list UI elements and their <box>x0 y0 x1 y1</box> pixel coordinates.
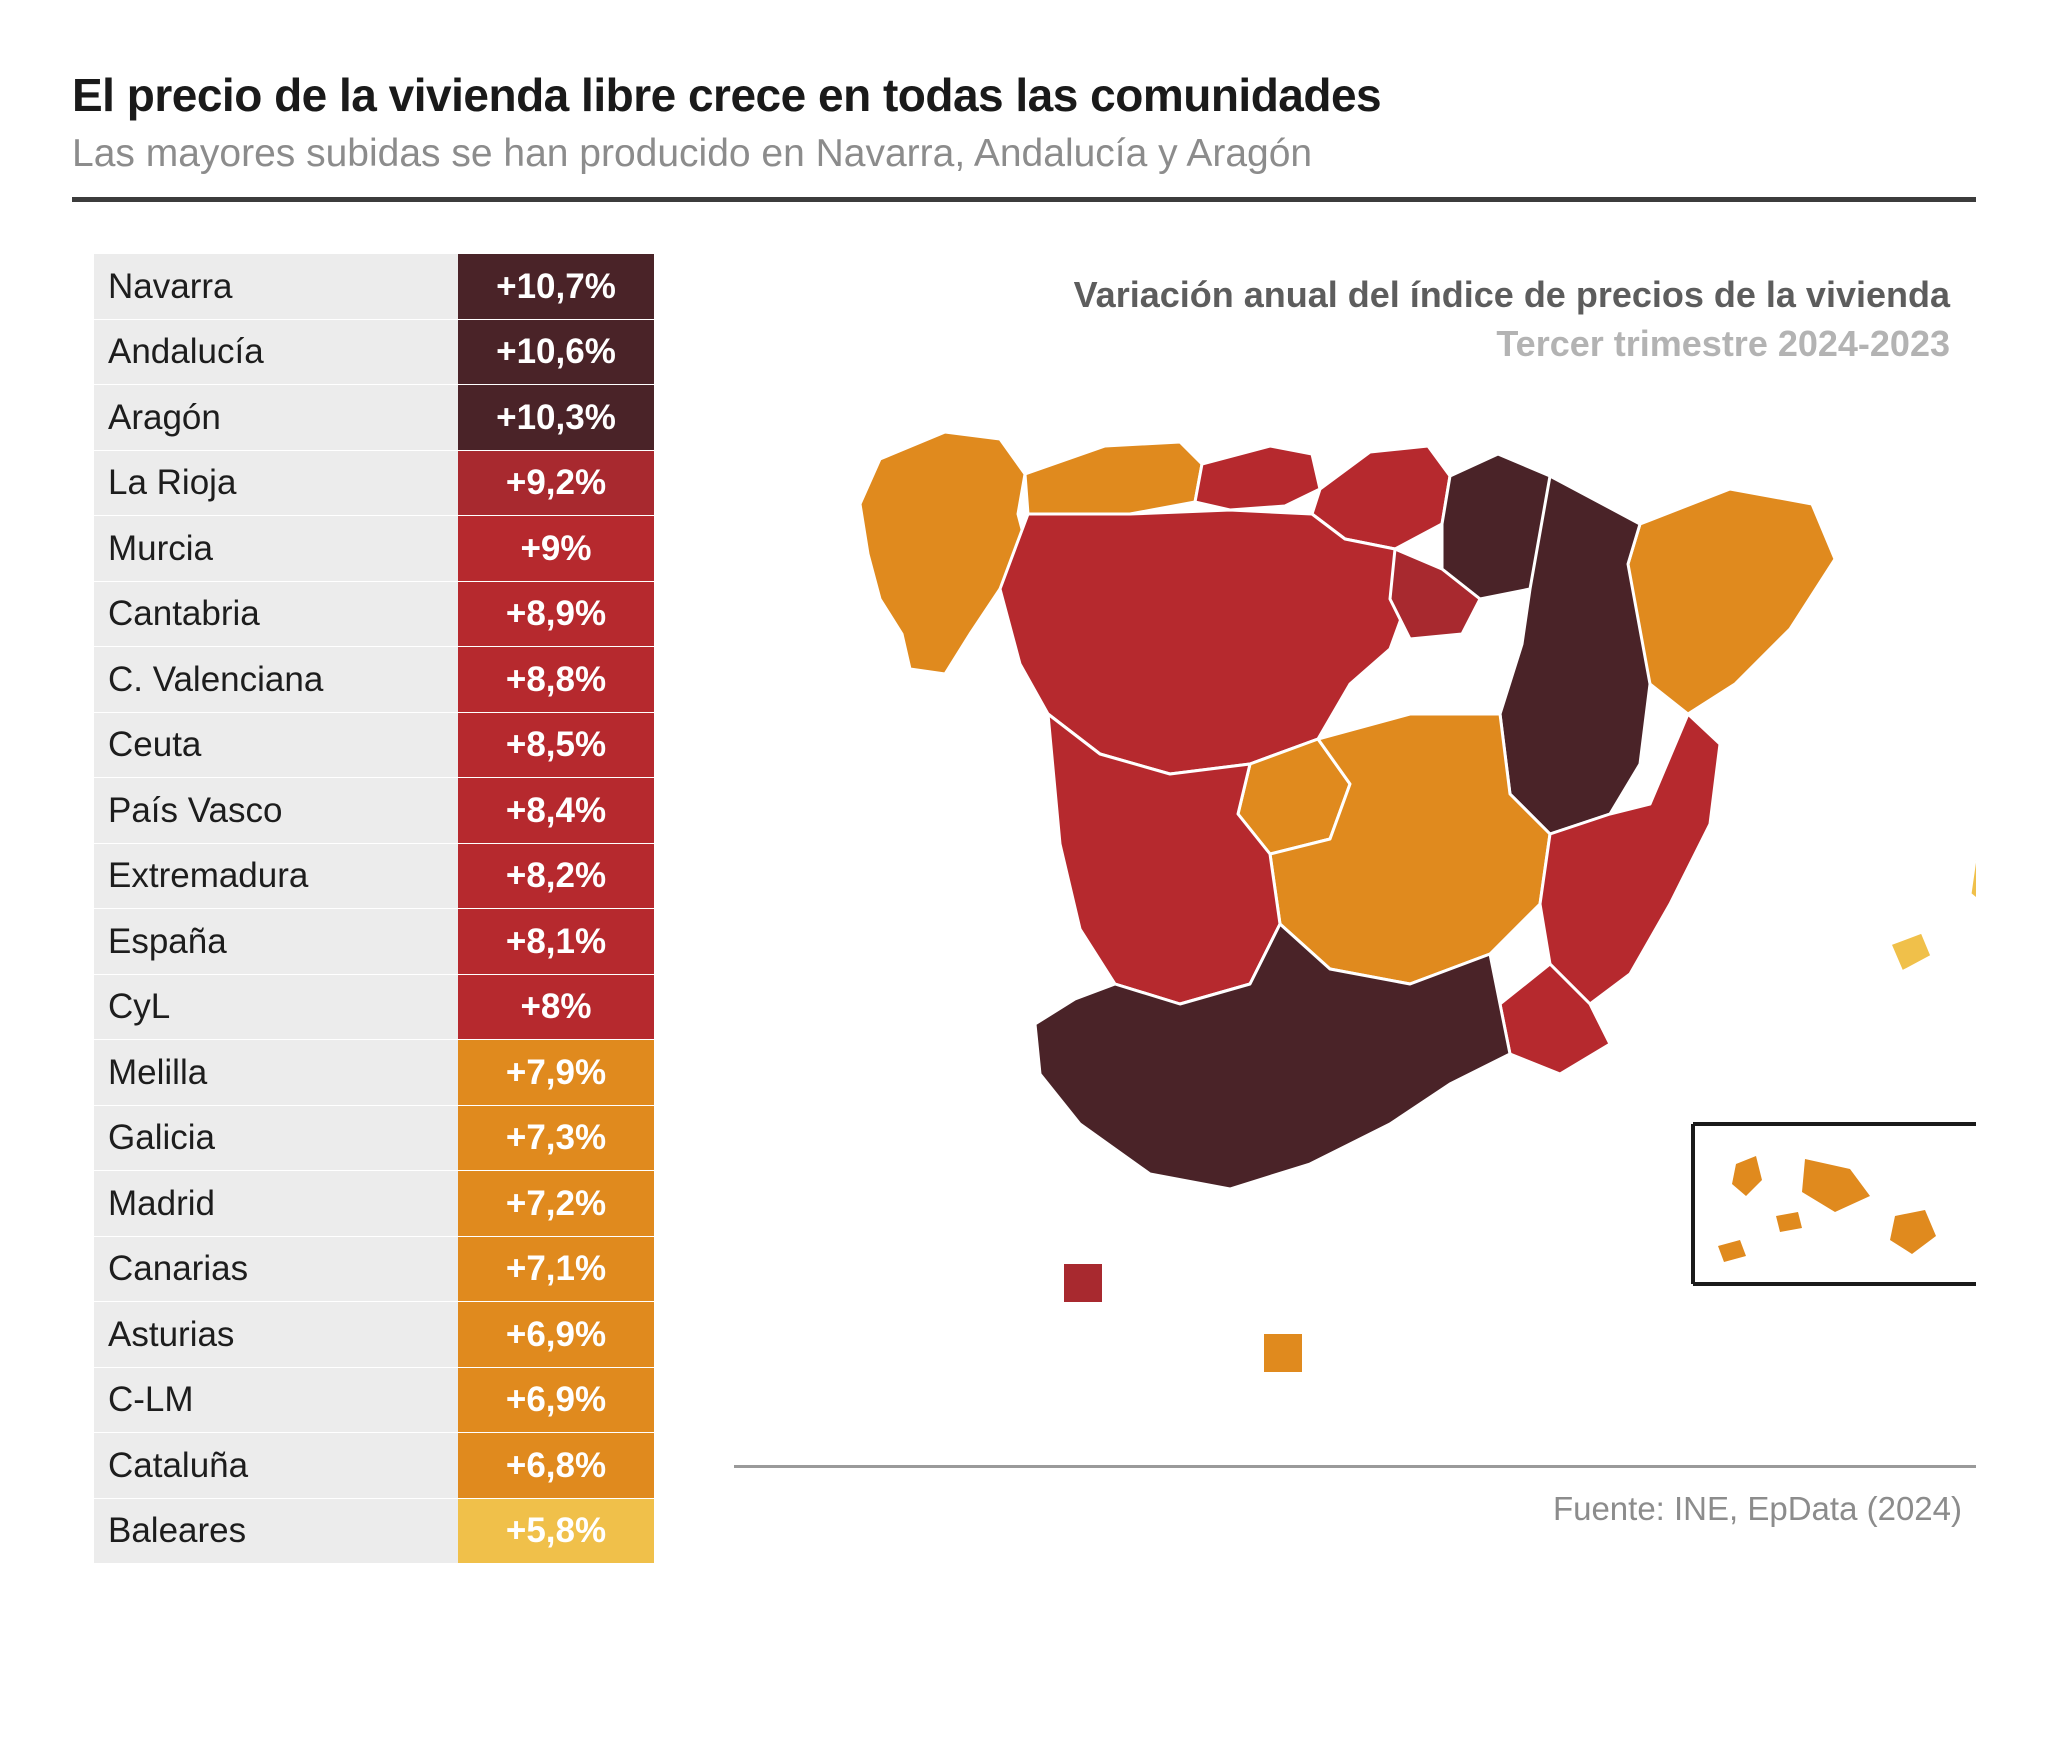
footer-divider <box>734 1465 1976 1468</box>
table-row <box>94 1302 654 1367</box>
region-label: Madrid <box>94 1171 458 1236</box>
region-label: CyL <box>94 975 458 1040</box>
region-value: +8,4% <box>458 778 654 843</box>
region-label: Canarias <box>94 1237 458 1302</box>
region-value: +8,2% <box>458 844 654 909</box>
map-region-cantabria <box>1195 446 1320 510</box>
region-value: +6,8% <box>458 1433 654 1498</box>
map-region-canarias-tenerife <box>1802 1159 1870 1212</box>
region-value: +7,9% <box>458 1040 654 1105</box>
page-subtitle: Las mayores subidas se han producido en Navarra, Andalucía y Aragón <box>72 131 1313 175</box>
region-value: +10,6% <box>458 320 654 385</box>
table-row <box>94 385 654 450</box>
region-label: Cataluña <box>94 1433 458 1498</box>
map-title: Variación anual del índice de precios de la vivienda <box>1073 274 1950 316</box>
table-row <box>94 844 654 909</box>
legend-swatch-ceuta <box>1064 1264 1102 1302</box>
canarias-inset <box>1693 1090 1976 1284</box>
region-value: +9,2% <box>458 451 654 516</box>
region-value: +7,1% <box>458 1237 654 1302</box>
region-value: +5,8% <box>458 1499 654 1564</box>
table-row <box>94 713 654 778</box>
map-panel <box>724 254 1976 1534</box>
region-label: C-LM <box>94 1368 458 1433</box>
region-label: Andalucía <box>94 320 458 385</box>
legend-swatch-melilla <box>1264 1334 1302 1372</box>
region-label: Galicia <box>94 1106 458 1171</box>
region-label: C. Valenciana <box>94 647 458 712</box>
table-row <box>94 582 654 647</box>
table-row <box>94 647 654 712</box>
table-row <box>94 320 654 385</box>
region-label: Extremadura <box>94 844 458 909</box>
region-value: +7,3% <box>458 1106 654 1171</box>
table-row <box>94 516 654 581</box>
content-area <box>72 254 1976 1564</box>
region-value: +8% <box>458 975 654 1040</box>
region-label: País Vasco <box>94 778 458 843</box>
table-row <box>94 909 654 974</box>
spain-choropleth-map <box>724 384 1976 1394</box>
table-row <box>94 1040 654 1105</box>
map-region-canarias-gomera <box>1776 1212 1802 1232</box>
map-region-canarias-hierro <box>1718 1240 1746 1262</box>
map-region-baleares-mallorca <box>1970 844 1976 919</box>
region-label: España <box>94 909 458 974</box>
map-region-cataluna <box>1628 489 1835 714</box>
table-row <box>94 1171 654 1236</box>
table-row <box>94 1237 654 1302</box>
table-row <box>94 254 654 319</box>
region-value: +10,7% <box>458 254 654 319</box>
ranking-table <box>94 254 654 1564</box>
page-title: El precio de la vivienda libre crece en todas las comunidades <box>72 69 1382 121</box>
region-label: Baleares <box>94 1499 458 1564</box>
region-value: +8,5% <box>458 713 654 778</box>
map-subtitle: Tercer trimestre 2024-2023 <box>1496 323 1950 365</box>
header-divider <box>72 197 1976 202</box>
map-region-baleares-ibiza <box>1890 932 1932 972</box>
region-label: Murcia <box>94 516 458 581</box>
region-value: +8,9% <box>458 582 654 647</box>
table-row <box>94 975 654 1040</box>
source-note: Fuente: INE, EpData (2024) <box>1552 1490 1962 1528</box>
table-row <box>94 778 654 843</box>
region-label: Asturias <box>94 1302 458 1367</box>
map-region-canarias-grancanaria <box>1890 1210 1936 1254</box>
table-row <box>94 1368 654 1433</box>
map-region-asturias <box>1025 442 1202 516</box>
map-region-galicia <box>860 432 1028 674</box>
region-value: +8,1% <box>458 909 654 974</box>
table-row <box>94 1499 654 1564</box>
region-value: +9% <box>458 516 654 581</box>
region-value: +6,9% <box>458 1302 654 1367</box>
region-value: +6,9% <box>458 1368 654 1433</box>
region-value: +8,8% <box>458 647 654 712</box>
table-row <box>94 1106 654 1171</box>
map-region-canarias-lapalma <box>1732 1156 1762 1196</box>
region-label: Melilla <box>94 1040 458 1105</box>
region-label: Ceuta <box>94 713 458 778</box>
region-label: Cantabria <box>94 582 458 647</box>
region-label: La Rioja <box>94 451 458 516</box>
table-row <box>94 1433 654 1498</box>
table-row <box>94 451 654 516</box>
region-label: Aragón <box>94 385 458 450</box>
region-value: +7,2% <box>458 1171 654 1236</box>
region-label: Navarra <box>94 254 458 319</box>
region-value: +10,3% <box>458 385 654 450</box>
